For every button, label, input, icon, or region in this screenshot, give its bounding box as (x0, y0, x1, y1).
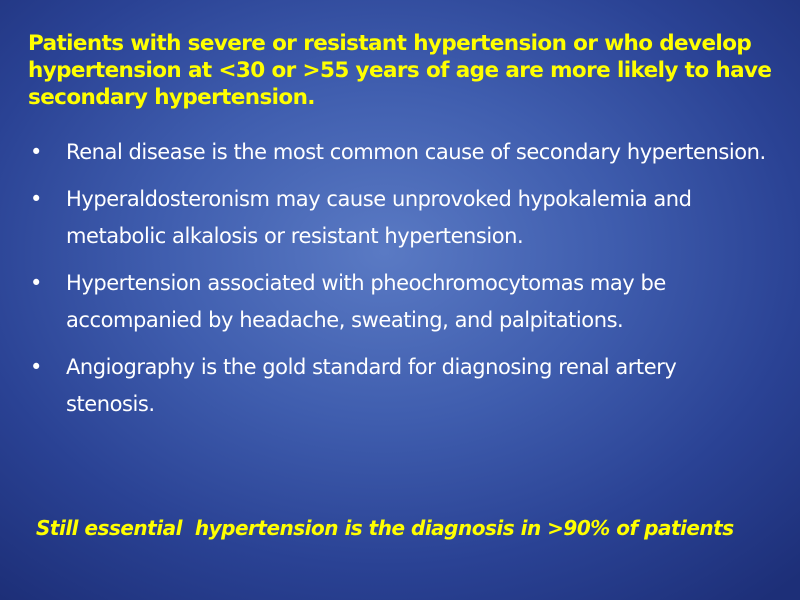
slide-footer-note: Still essential hypertension is the diagnosis in >90% of patients (36, 516, 734, 540)
bullet-item (30, 349, 770, 423)
bullet-text: Renal disease is the most common cause of secondary hypertension. (66, 140, 766, 164)
bullet-marker: • (30, 140, 42, 164)
bullet-item (30, 265, 770, 339)
bullet-item (30, 181, 770, 255)
bullet-marker: • (30, 271, 42, 295)
bullet-item (30, 134, 770, 171)
bullet-text: Hypertension associated with pheochromocytomas may be accompanied by headache, sweating, and palpitations. (66, 271, 666, 332)
bullet-marker: • (30, 355, 42, 379)
slide-title: Patients with severe or resistant hypertension or who develop hypertension at <30 or >55 years of age are more likely to have secondary hypertension. (28, 31, 772, 110)
bullet-list (30, 134, 770, 433)
bullet-text: Angiography is the gold standard for diagnosing renal artery stenosis. (66, 355, 677, 416)
bullet-text: Hyperaldosteronism may cause unprovoked hypokalemia and metabolic alkalosis or resistant hypertension. (66, 187, 692, 248)
bullet-marker: • (30, 187, 42, 211)
